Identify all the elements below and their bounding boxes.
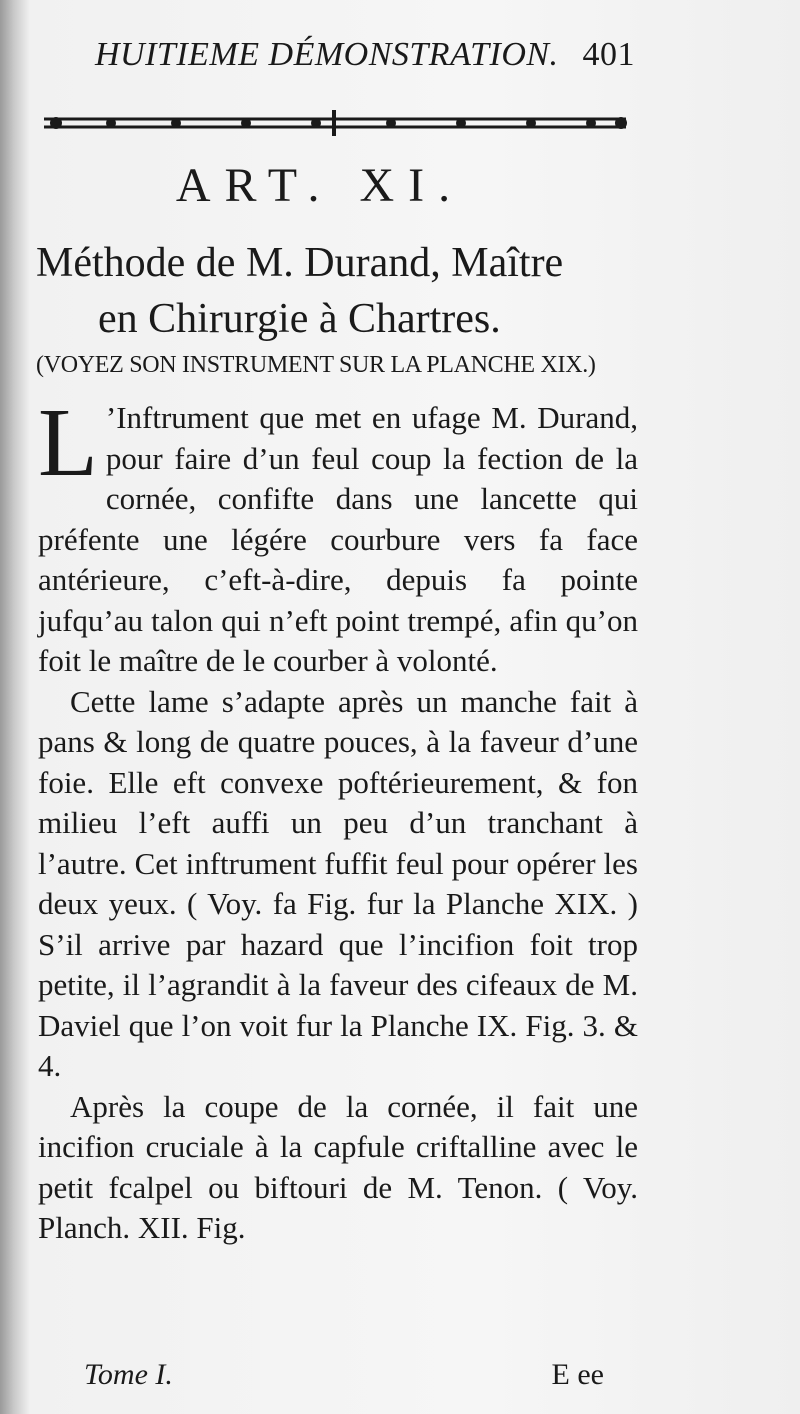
paragraph-1 [38,389,638,682]
signature-mark: E ee [551,1358,604,1391]
body-text [38,389,638,1249]
plate-reference-note: (VOYEZ SON INSTRUMENT SUR LA PLANCHE XIX.) [36,352,596,378]
drop-cap: L [38,389,98,497]
ornament-divider [36,108,636,138]
section-title-line1: Méthode de M. Durand, Maître [36,240,564,286]
page-number: 401 [582,36,635,73]
section-title [36,235,646,347]
paragraph-3: Après la coupe de la cornée, il fait une incifion cruciale à la capfule criftalline avec le petit fcalpel ou biftouri de M. Tenon. ( Voy. Planch. XII. Fig. [38,1088,638,1245]
running-header [95,36,645,86]
page-footer [84,1358,604,1398]
paragraph-2: Cette lame s’adapte après un manche fait à pans & long de quatre pouces, à la faveur d’une foie. Elle eft convexe poftérieurement, & fon milieu l’eft auffi un peu d’un tranchant à l’autre. Cet inftrument fuffit feul pour opérer les deux yeux. ( Voy. fa Fig. fur la Planche XIX. ) S’il arrive par hazard que l’incifion foit trop petite, il l’agrandit à la faveur des cifeaux de M. Daviel que l’on voit fur la Planche IX. Fig. 3. & 4. [38,683,638,1083]
paragraph-1-text: ’Inftrument que met en ufage M. Durand, pour faire d’un feul coup la fection de la cornée, confifte dans une lancette qui préfente une légére courbure vers fa face antérieure, c’eft-à-dire, depuis fa pointe jufqu’au talon qui n’eft point trempé, afin qu’on foit le maître de le courber à volonté. [38,400,638,678]
running-title: HUITIEME DÉMONSTRATION. [95,36,559,73]
tome-label: Tome I. [84,1358,173,1391]
article-number: ART. XI. [175,159,465,212]
section-title-line2: en Chirurgie à Chartres. [98,296,501,342]
